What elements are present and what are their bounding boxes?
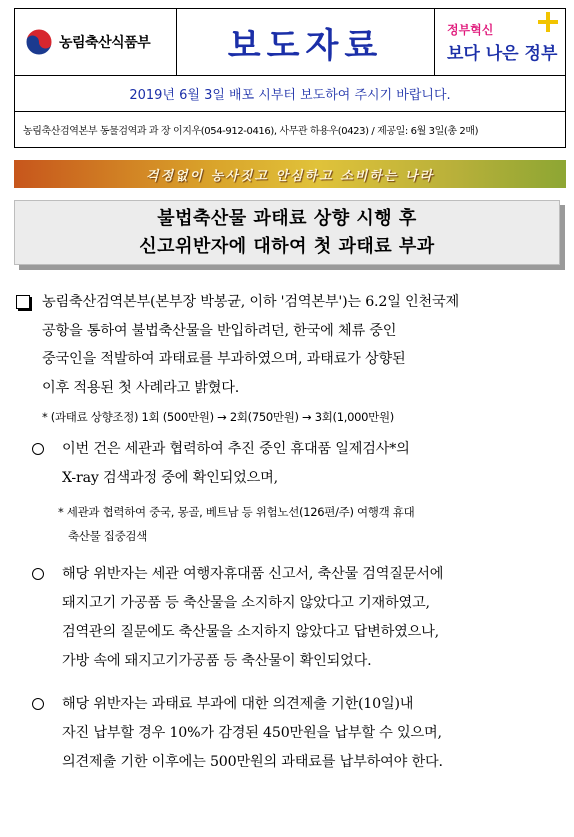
paragraph-3 (14, 560, 566, 676)
paragraph-3-line: 해당 위반자는 세관 여행자휴대품 신고서, 축산물 검역질문서에 (62, 566, 444, 582)
paragraph-2 (14, 435, 566, 492)
slogan-banner (14, 160, 566, 188)
paragraph-3-line: 검역관의 질문에도 축산물을 소지하지 않았다고 답변하였으나, (62, 624, 439, 640)
footnote-line: * 세관과 협력하여 중국, 몽골, 베트남 등 위험노선(126편/주) 여행객 휴대 (58, 505, 415, 519)
brand-slogan-top: 정부혁신 (447, 22, 494, 37)
paragraph-4-line: 해당 위반자는 과태료 부과에 대한 의견제출 기한(10일)내 (62, 696, 414, 712)
embargo-notice: 2019년 6월 3일 배포 시부터 보도하여 주시기 바랍니다. (129, 88, 451, 103)
headline-line-2: 신고위반자에 대하여 첫 과태료 부과 (139, 235, 435, 257)
paragraph-1-line: 공항을 통하여 불법축산물을 반입하려던, 한국에 체류 중인 (42, 322, 397, 339)
ministry-logo (15, 9, 177, 75)
press-release-title: 보도자료 (227, 25, 384, 66)
paragraph-4 (14, 690, 566, 777)
paragraph-4-line: 자진 납부할 경우 10%가 감경된 450만원을 납부할 수 있으며, (62, 725, 442, 741)
paragraph-1-line: 농림축산검역본부(본부장 박봉균, 이하 '검역본부')는 6.2일 인천국제 (42, 294, 460, 310)
headline-line-1: 불법축산물 과태료 상향 시행 후 (157, 207, 417, 229)
footnote-line: 축산물 집중검색 (68, 529, 148, 543)
ministry-name: 농림축산식품부 (59, 35, 151, 51)
circle-bullet-icon (32, 568, 44, 580)
government-innovation-logo (435, 9, 565, 75)
paragraph-2-line: X-ray 검색과정 중에 확인되었으며, (62, 469, 278, 486)
headline-box (14, 200, 560, 265)
square-bullet-icon (16, 295, 30, 309)
plus-icon (537, 11, 559, 33)
circle-bullet-icon (32, 443, 44, 455)
taegeuk-emblem-icon (25, 28, 53, 56)
contact-info: 농림축산검역본부 동물검역과 과 장 이지우(054-912-0416), 사무관 하용우(0423) / 제공일: 6월 3일(총 2매) (23, 126, 479, 137)
press-title-cell (177, 9, 435, 75)
paragraph-1-line: 이후 적용된 첫 사례라고 밝혔다. (42, 379, 240, 396)
paragraph-1 (14, 288, 566, 402)
paragraph-4-line: 의견제출 기한 이후에는 500만원의 과태료를 납부하여야 한다. (62, 754, 443, 770)
footnote-line: * (과태료 상향조정) 1회 (500만원) → 2회(750만원) → 3회(1,000만원) (42, 410, 394, 424)
slogan-text: 걱정없이 농사짓고 안심하고 소비하는 나라 (145, 168, 435, 184)
paragraph-1-line: 중국인을 적발하여 과태료를 부과하였으며, 과태료가 상향된 (42, 351, 406, 367)
footnote-inspection (14, 500, 566, 548)
brand-slogan-bottom: 보다 나은 정부 (447, 43, 558, 64)
embargo-row (15, 76, 565, 112)
paragraph-3-line: 가방 속에 돼지고기가공품 등 축산물이 확인되었다. (62, 653, 372, 669)
contact-row (15, 112, 565, 147)
press-header (14, 8, 566, 148)
circle-bullet-icon (32, 698, 44, 710)
footnote-fine-schedule (14, 408, 566, 426)
paragraph-3-line: 돼지고기 가공품 등 축산물을 소지하지 않았다고 기재하였고, (62, 595, 430, 611)
header-top-row (15, 9, 565, 76)
article-body (14, 288, 566, 777)
paragraph-2-line: 이번 건은 세관과 협력하여 추진 중인 휴대품 일제검사*의 (62, 441, 410, 457)
